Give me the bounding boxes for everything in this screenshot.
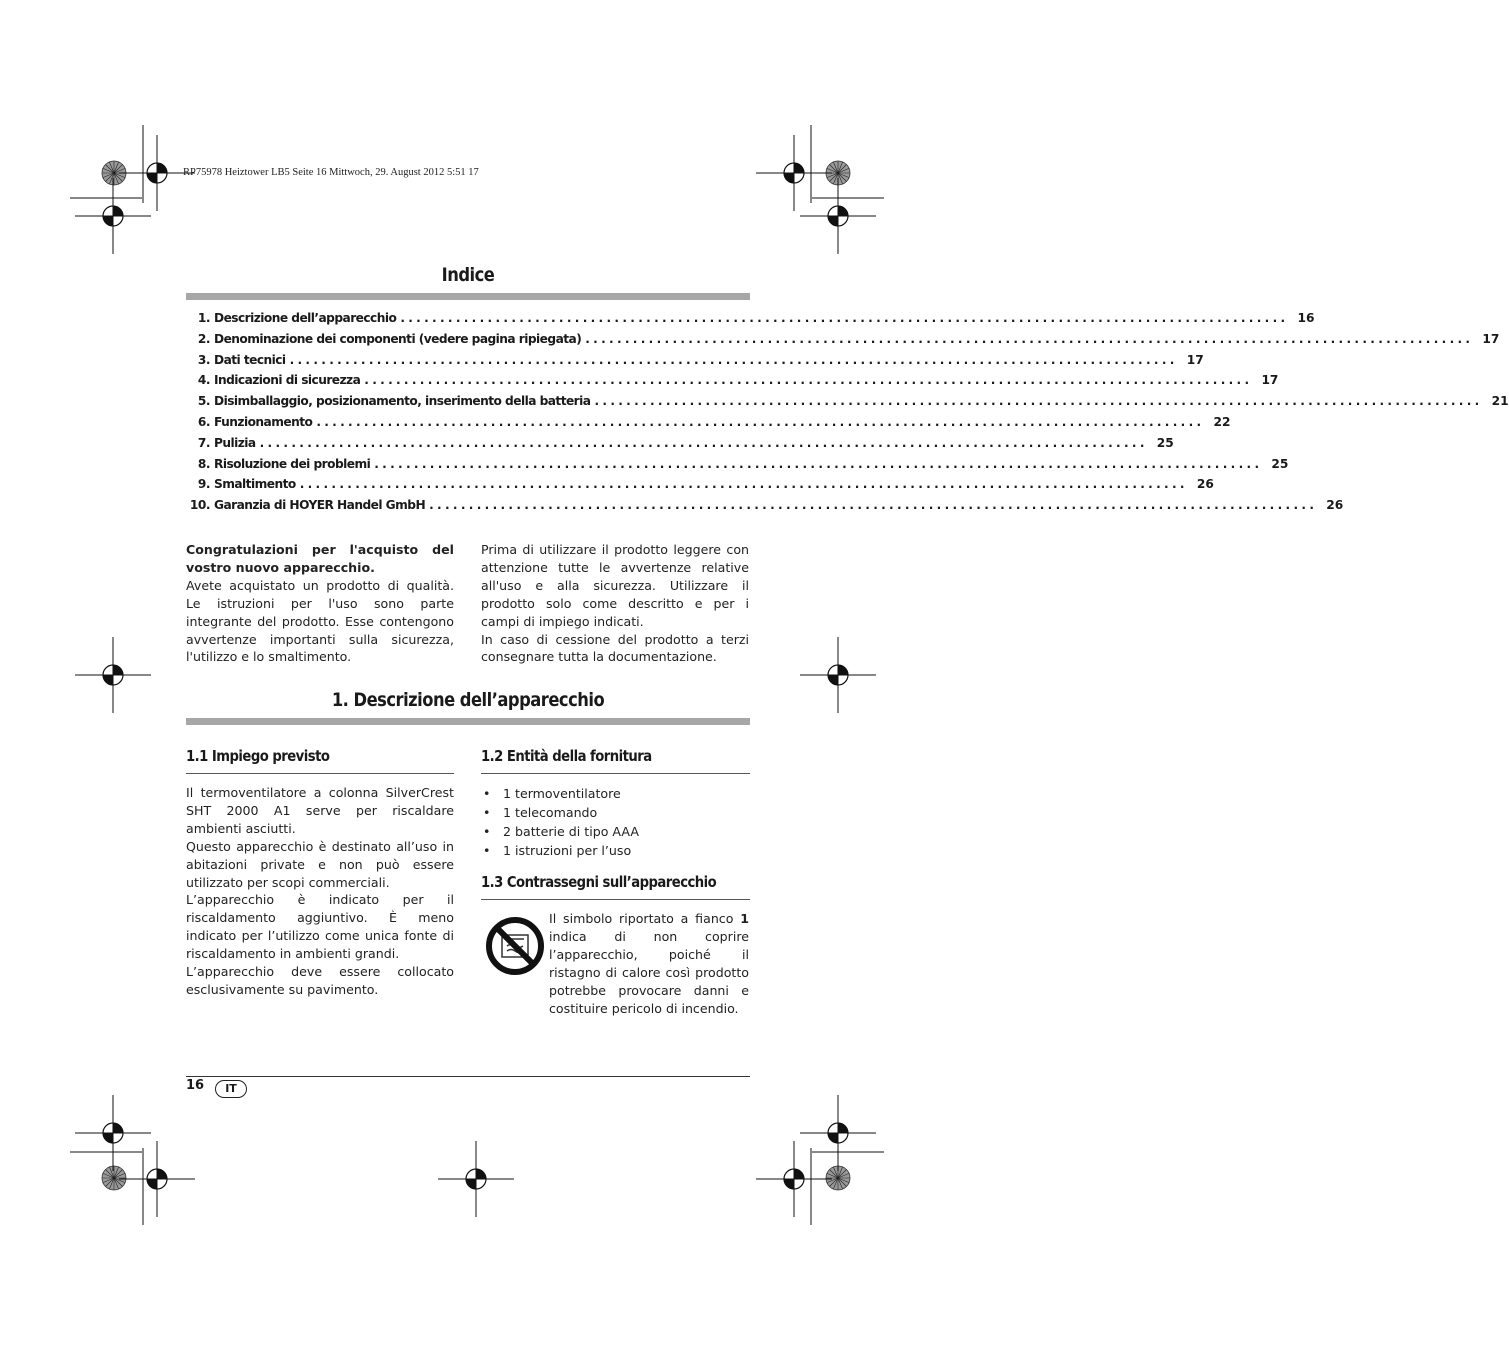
s11-body — [186, 784, 454, 999]
print-header: RP75978 Heiztower LB5 Seite 16 Mittwoch, 29. August 2012 5:51 17 — [183, 167, 479, 178]
toc-item[interactable]: 10. Garanzia di HOYER Handel GmbH ................................................................................................................ 26 — [189, 498, 1344, 513]
toc-item[interactable]: 9. Smaltimento ................................................................................................................ 26 — [197, 477, 1214, 492]
list-item: • 1 termoventilatore — [481, 784, 749, 803]
intro-right-p2: In caso di cessione del prodotto a terzi consegnare tutta la documentazione. — [481, 631, 749, 665]
s11-rule — [186, 773, 454, 774]
list-item: • 1 telecomando — [481, 803, 749, 822]
s13-title: 1.3 Contrassegni sull’apparecchio — [481, 873, 717, 891]
intro-right — [481, 541, 749, 666]
toc-item[interactable]: 2. Denominazione dei componenti (vedere pagina ripiegata) ................................................................................................................ 17 — [197, 331, 1500, 346]
s12-list — [481, 784, 749, 860]
intro-left-text: Avete acquistato un prodotto di qualità. Le istruzioni per l'uso sono parte integrante del prodotto. Esse contengono avvertenze importanti sulla sicurezza, l'utilizzo e lo smaltimento. — [186, 577, 454, 665]
s11-title: 1.1 Impiego previsto — [186, 747, 330, 765]
section1-title-bar — [186, 718, 750, 725]
toc-item[interactable]: 7. Pulizia ................................................................................................................ 25 — [197, 435, 1174, 450]
section1-title: 1. Descrizione dell’apparecchio — [331, 689, 605, 711]
language-badge: IT — [215, 1080, 247, 1098]
table-of-contents — [186, 311, 1509, 519]
s12-rule — [481, 773, 750, 774]
component-number: 1 — [740, 911, 749, 926]
s11-p3: L’apparecchio è indicato per il riscaldamento aggiuntivo. È meno indicato per l’utilizzo come unica fonte di riscaldamento in ambienti grandi. — [186, 892, 454, 962]
s11-p2: Questo apparecchio è destinato all’uso in abitazioni private e non può essere utilizzato per scopi commerciali. — [186, 838, 454, 890]
list-item: • 1 istruzioni per l’uso — [481, 841, 749, 860]
toc-item[interactable]: 6. Funzionamento ................................................................................................................ 22 — [197, 414, 1231, 429]
s13-rule — [481, 899, 750, 900]
footer-rule — [186, 1076, 750, 1077]
toc-item[interactable]: 4. Indicazioni di sicurezza ................................................................................................................ 17 — [197, 373, 1279, 388]
page-number: 16 — [186, 1078, 205, 1093]
list-item: • 2 batterie di tipo AAA — [481, 822, 749, 841]
intro-right-p1: Prima di utilizzare il prodotto leggere con attenzione tutte le avvertenze relative all'uso e alla sicurezza. Utilizzare il prodotto solo come descritto e per i campi di impiego indicati. — [481, 542, 749, 629]
intro-left — [186, 541, 454, 666]
toc-item[interactable]: 5. Disimballaggio, posizionamento, inserimento della batteria ................................................................................................................ 21 — [197, 394, 1509, 409]
index-title-bar — [186, 293, 750, 300]
index-title: Indice — [441, 264, 495, 286]
toc-item[interactable]: 3. Dati tecnici ................................................................................................................ 17 — [197, 352, 1204, 367]
toc-item[interactable]: 8. Risoluzione dei problemi ................................................................................................................ 25 — [197, 456, 1289, 471]
toc-item[interactable]: 1. Descrizione dell’apparecchio ................................................................................................................ 16 — [197, 311, 1315, 325]
intro-heading: Congratulazioni per l'acquisto del vostro nuovo apparecchio. — [186, 542, 454, 575]
s11-p4: L’apparecchio deve essere collocato esclusivamente su pavimento. — [186, 964, 454, 997]
s12-title: 1.2 Entità della fornitura — [481, 747, 652, 765]
s13-text: Il simbolo riportato a fianco 1 indica di non coprire l’apparecchio, poiché il ristagno di calore così prodotto potrebbe provocare danni e costituire pericolo di incendio. — [549, 911, 749, 1016]
no-cover-icon — [485, 916, 545, 976]
s11-p1: Il termoventilatore a colonna SilverCrest SHT 2000 A1 serve per riscaldare ambienti asciutti. — [186, 785, 454, 836]
